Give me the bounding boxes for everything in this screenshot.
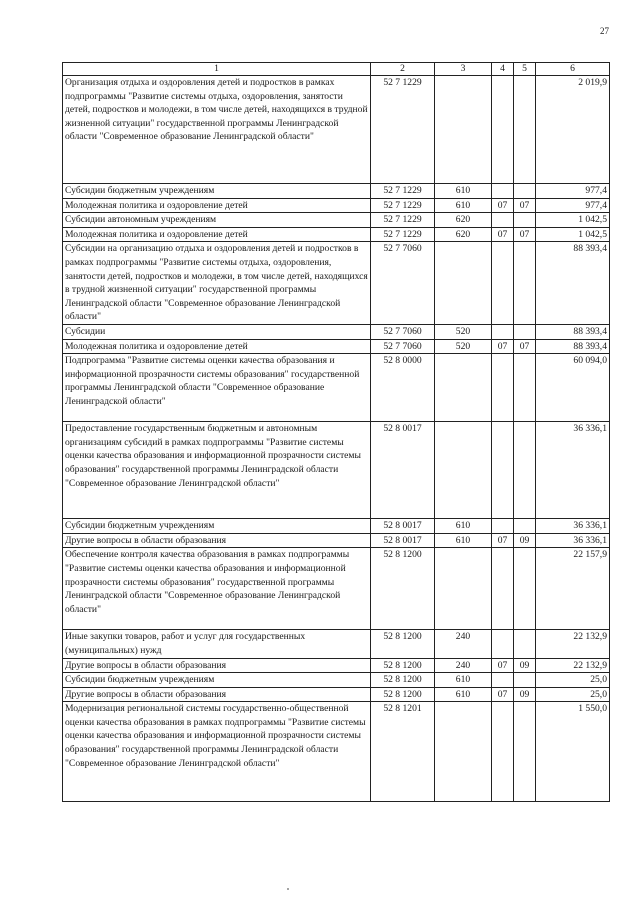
target-article-cell: 52 7 7060 — [371, 242, 435, 325]
row-name-cell: Подпрограмма "Развитие системы оценки качества образования и информационной прозрачности системы образования" государственной программы Ленинградской области "Современное образование Ленинградской области" — [63, 354, 371, 422]
subsection-cell — [514, 354, 536, 422]
subsection-cell: 09 — [514, 687, 536, 702]
section-cell: 07 — [492, 533, 514, 548]
amount-cell: 36 336,1 — [536, 519, 610, 534]
section-cell — [492, 422, 514, 519]
expense-type-cell: 620 — [435, 213, 492, 228]
target-article-cell: 52 7 7060 — [371, 324, 435, 339]
subsection-cell: 07 — [514, 339, 536, 354]
section-cell — [492, 324, 514, 339]
target-article-cell: 52 8 1200 — [371, 687, 435, 702]
table-row — [63, 76, 610, 184]
expense-type-cell: 610 — [435, 533, 492, 548]
target-article-cell: 52 8 0017 — [371, 519, 435, 534]
row-name-cell: Модернизация региональной системы государственно-общественной оценки качества образования в рамках подпрограммы "Развитие системы оценки качества образования и информационной прозрачности системы образования" государственной программы Ленинградской области "Современное образование Ленинградской области" — [63, 702, 371, 802]
amount-cell: 2 019,9 — [536, 76, 610, 184]
row-name-cell: Молодежная политика и оздоровление детей — [63, 339, 371, 354]
table-row — [63, 687, 610, 702]
header-row — [63, 63, 610, 76]
target-article-cell: 52 8 1200 — [371, 658, 435, 673]
amount-cell: 88 393,4 — [536, 339, 610, 354]
amount-cell: 1 042,5 — [536, 227, 610, 242]
target-article-cell: 52 7 1229 — [371, 184, 435, 199]
table-row — [63, 422, 610, 519]
expense-type-cell — [435, 548, 492, 630]
amount-cell: 25,0 — [536, 687, 610, 702]
expense-type-cell — [435, 76, 492, 184]
expense-type-cell: 240 — [435, 658, 492, 673]
amount-cell: 88 393,4 — [536, 242, 610, 325]
scan-mark — [287, 888, 289, 890]
target-article-cell: 52 8 0000 — [371, 354, 435, 422]
target-article-cell: 52 8 1201 — [371, 702, 435, 802]
table-row — [63, 184, 610, 199]
table-row — [63, 673, 610, 688]
col-header-3: 3 — [435, 63, 492, 76]
table-row — [63, 519, 610, 534]
target-article-cell: 52 7 1229 — [371, 227, 435, 242]
subsection-cell — [514, 702, 536, 802]
section-cell — [492, 673, 514, 688]
table-row — [63, 227, 610, 242]
subsection-cell — [514, 519, 536, 534]
row-name-cell: Субсидии бюджетным учреждениям — [63, 519, 371, 534]
subsection-cell — [514, 422, 536, 519]
expense-type-cell — [435, 702, 492, 802]
subsection-cell — [514, 242, 536, 325]
section-cell — [492, 354, 514, 422]
target-article-cell: 52 8 0017 — [371, 422, 435, 519]
subsection-cell — [514, 548, 536, 630]
target-article-cell: 52 8 1200 — [371, 548, 435, 630]
row-name-cell: Организация отдыха и оздоровления детей и подростков в рамках подпрограммы "Развитие системы отдыха, оздоровления, занятости детей, подростков и молодежи, в том числе детей, находящихся в трудной жизненной ситуации" государственной программы Ленинградской области "Современное образование Ленинградской области" — [63, 76, 371, 184]
row-name-cell: Другие вопросы в области образования — [63, 687, 371, 702]
table-row — [63, 354, 610, 422]
table-row — [63, 324, 610, 339]
section-cell — [492, 519, 514, 534]
target-article-cell: 52 8 1200 — [371, 673, 435, 688]
table-row — [63, 630, 610, 658]
col-header-6: 6 — [536, 63, 610, 76]
expense-type-cell: 620 — [435, 227, 492, 242]
expense-type-cell: 610 — [435, 687, 492, 702]
expense-type-cell: 520 — [435, 324, 492, 339]
amount-cell: 88 393,4 — [536, 324, 610, 339]
section-cell — [492, 184, 514, 199]
table-row — [63, 533, 610, 548]
expense-type-cell — [435, 242, 492, 325]
table-header — [63, 63, 610, 76]
amount-cell: 1 042,5 — [536, 213, 610, 228]
target-article-cell: 52 7 1229 — [371, 213, 435, 228]
target-article-cell: 52 8 1200 — [371, 630, 435, 658]
subsection-cell: 09 — [514, 533, 536, 548]
section-cell: 07 — [492, 198, 514, 213]
budget-table — [62, 62, 610, 802]
section-cell — [492, 630, 514, 658]
subsection-cell — [514, 673, 536, 688]
expense-type-cell: 520 — [435, 339, 492, 354]
section-cell — [492, 702, 514, 802]
subsection-cell — [514, 630, 536, 658]
expense-type-cell: 240 — [435, 630, 492, 658]
amount-cell: 36 336,1 — [536, 422, 610, 519]
section-cell — [492, 548, 514, 630]
col-header-4: 4 — [492, 63, 514, 76]
row-name-cell: Предоставление государственным бюджетным и автономным организациям субсидий в рамках подпрограммы "Развитие системы оценки качества образования и информационной прозрачности системы образования" государственной программы Ленинградской области "Современное образование Ленинградской области" — [63, 422, 371, 519]
row-name-cell: Иные закупки товаров, работ и услуг для государственных (муниципальных) нужд — [63, 630, 371, 658]
table-row — [63, 198, 610, 213]
col-header-2: 2 — [371, 63, 435, 76]
expense-type-cell — [435, 354, 492, 422]
row-name-cell: Обеспечение контроля качества образования в рамках подпрограммы "Развитие системы оценки качества образования и информационной прозрачности системы образования" государственной программы Ленинградской области "Современное образование Ленинградской области" — [63, 548, 371, 630]
row-name-cell: Молодежная политика и оздоровление детей — [63, 227, 371, 242]
expense-type-cell: 610 — [435, 184, 492, 199]
col-header-5: 5 — [514, 63, 536, 76]
table-row — [63, 658, 610, 673]
section-cell — [492, 213, 514, 228]
section-cell: 07 — [492, 658, 514, 673]
section-cell: 07 — [492, 227, 514, 242]
section-cell: 07 — [492, 339, 514, 354]
target-article-cell: 52 7 1229 — [371, 198, 435, 213]
expense-type-cell: 610 — [435, 519, 492, 534]
table-row — [63, 702, 610, 802]
amount-cell: 22 157,9 — [536, 548, 610, 630]
subsection-cell — [514, 213, 536, 228]
amount-cell: 25,0 — [536, 673, 610, 688]
subsection-cell — [514, 184, 536, 199]
row-name-cell: Субсидии на организацию отдыха и оздоровления детей и подростков в рамках подпрограммы "Развитие системы отдыха, оздоровления, занятости детей, подростков и молодежи, в том числе детей, находящихся в трудной жизненной ситуации" государственной программы Ленинградской области "Современное образование Ленинградской области" — [63, 242, 371, 325]
amount-cell: 22 132,9 — [536, 658, 610, 673]
amount-cell: 36 336,1 — [536, 533, 610, 548]
target-article-cell: 52 8 0017 — [371, 533, 435, 548]
table-body — [63, 76, 610, 802]
table-row — [63, 339, 610, 354]
expense-type-cell: 610 — [435, 673, 492, 688]
target-article-cell: 52 7 7060 — [371, 339, 435, 354]
row-name-cell: Молодежная политика и оздоровление детей — [63, 198, 371, 213]
expense-type-cell: 610 — [435, 198, 492, 213]
section-cell — [492, 76, 514, 184]
section-cell — [492, 242, 514, 325]
table-row — [63, 242, 610, 325]
subsection-cell: 07 — [514, 227, 536, 242]
row-name-cell: Субсидии бюджетным учреждениям — [63, 184, 371, 199]
amount-cell: 977,4 — [536, 198, 610, 213]
amount-cell: 1 550,0 — [536, 702, 610, 802]
amount-cell: 60 094,0 — [536, 354, 610, 422]
row-name-cell: Субсидии автономным учреждениям — [63, 213, 371, 228]
subsection-cell: 07 — [514, 198, 536, 213]
subsection-cell — [514, 76, 536, 184]
row-name-cell: Субсидии бюджетным учреждениям — [63, 673, 371, 688]
row-name-cell: Субсидии — [63, 324, 371, 339]
expense-type-cell — [435, 422, 492, 519]
table-row — [63, 548, 610, 630]
table-row — [63, 213, 610, 228]
page-number: 27 — [600, 26, 609, 36]
subsection-cell — [514, 324, 536, 339]
amount-cell: 977,4 — [536, 184, 610, 199]
target-article-cell: 52 7 1229 — [371, 76, 435, 184]
amount-cell: 22 132,9 — [536, 630, 610, 658]
row-name-cell: Другие вопросы в области образования — [63, 533, 371, 548]
row-name-cell: Другие вопросы в области образования — [63, 658, 371, 673]
section-cell: 07 — [492, 687, 514, 702]
col-header-1: 1 — [63, 63, 371, 76]
subsection-cell: 09 — [514, 658, 536, 673]
